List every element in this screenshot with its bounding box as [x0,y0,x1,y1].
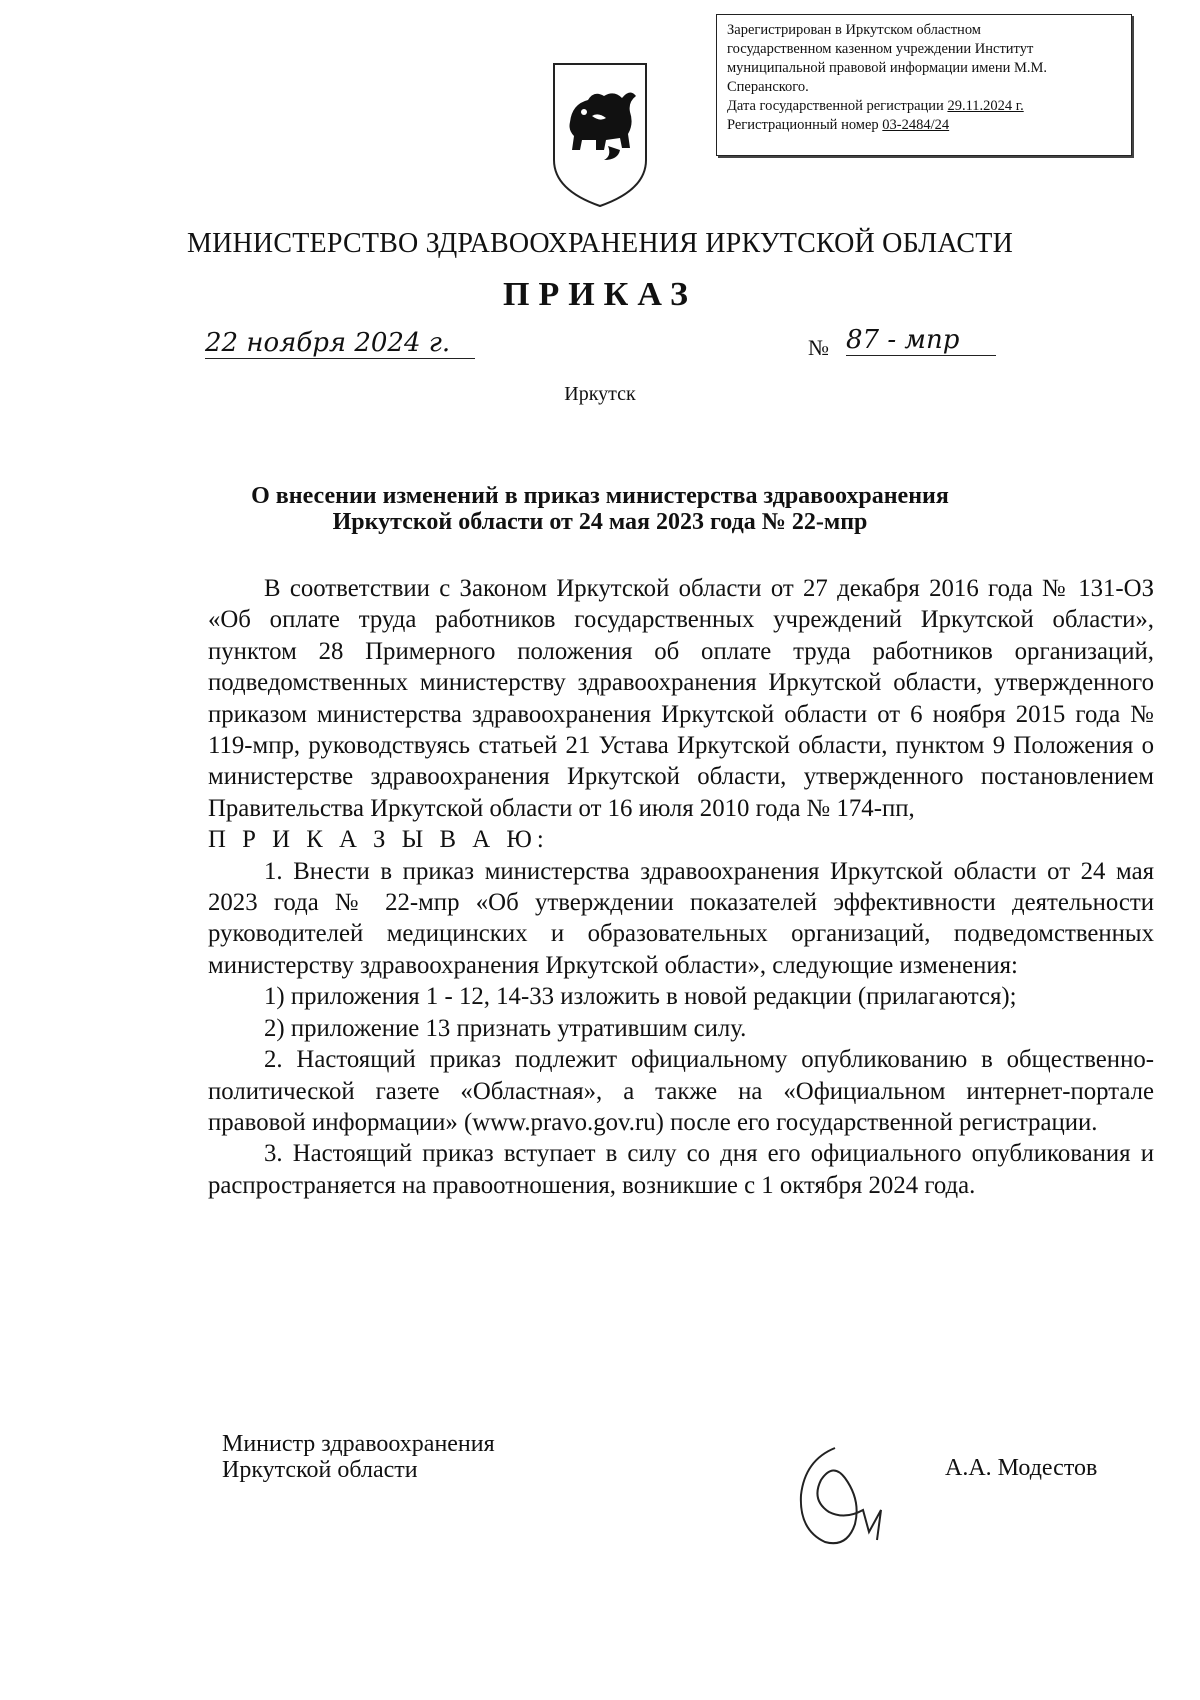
stamp-line: Сперанского. [727,79,809,95]
stamp-date-label: Дата государственной регистрации [727,98,944,114]
ministry-title: МИНИСТЕРСТВО ЗДРАВООХРАНЕНИЯ ИРКУТСКОЙ ОБЛАСТИ [186,228,1013,259]
order-subject [200,483,1000,535]
order-number: 87 - мпр [846,325,996,356]
stamp-line: муниципальной правовой информации имени М.М. [727,60,1048,76]
signatory-name: А.А. Модестов [945,1455,1098,1481]
handwritten-signature-icon [785,1440,895,1555]
city: Иркутск [564,383,636,405]
number-sign: № [808,335,829,360]
order-date: 22 ноября 2024 г. [205,328,475,359]
stamp-number-value: 03-2484/24 [882,117,950,133]
order-subitem-1: 1) приложения 1 - 12, 14-33 изложить в новой редакции (прилагаются); [264,983,1017,1011]
order-item-3: 3. Настоящий приказ вступает в силу со дня его официального опубликования и распространяется на правоотношения, возникшие с 1 октября 2024 года. [208,1140,1154,1199]
registration-stamp [716,14,1132,156]
preamble-paragraph: В соответствии с Законом Иркутской области от 27 декабря 2016 года № 131-ОЗ «Об оплате труда работников государственных учреждений Иркутской области», пунктом 28 Примерного положения об оплате труда работников организаций, подведомственных министерству здравоохранения Иркутской области, утвержденного приказом министерства здравоохранения Иркутской области от 6 ноября 2015 года № 119-мпр, руководствуясь статьей 21 Устава Иркутской области, пунктом 9 Положения о министерстве здравоохранения Иркутской области, утвержденного постановлением Правительства Иркутской области от 16 июля 2010 года № 174-пп, [208,575,1154,822]
subject-line: Иркутской области от 24 мая 2023 года № 22-мпр [332,509,868,535]
stamp-number-row [727,116,1121,135]
signatory-position [222,1431,495,1483]
stamp-date-value: 29.11.2024 г. [947,98,1024,114]
stamp-number-label: Регистрационный номер [727,117,879,133]
subject-line: О внесении изменений в приказ министерства здравоохранения [251,483,949,509]
position-line: Иркутской области [222,1457,418,1483]
order-item-1: 1. Внести в приказ министерства здравоохранения Иркутской области от 24 мая 2023 года № 22-мпр «Об утверждении показателей эффективности деятельности руководителей медицинских и образовательных организаций, подведомственных министерству здравоохранения Иркутской области», следующие изменения: [208,857,1154,979]
position-line: Министр здравоохранения [222,1431,495,1457]
document-type: ПРИКАЗ [503,276,697,313]
order-subitem-2: 2) приложение 13 признать утратившим силу. [264,1014,747,1042]
coat-of-arms-icon [548,60,652,210]
order-body [208,573,1154,1201]
stamp-date-row [727,97,1121,116]
order-word: П Р И К А З Ы В А Ю: [208,826,549,854]
stamp-line: Зарегистрирован в Иркутском областном [727,22,981,38]
order-item-2: 2. Настоящий приказ подлежит официальному опубликованию в общественно-политической газете «Областная», а также на «Официальном интернет-портале правовой информации» (www.pravo.gov.ru) после его государственной регистрации. [208,1046,1154,1136]
stamp-line: государственном казенном учреждении Институт [727,41,1034,57]
